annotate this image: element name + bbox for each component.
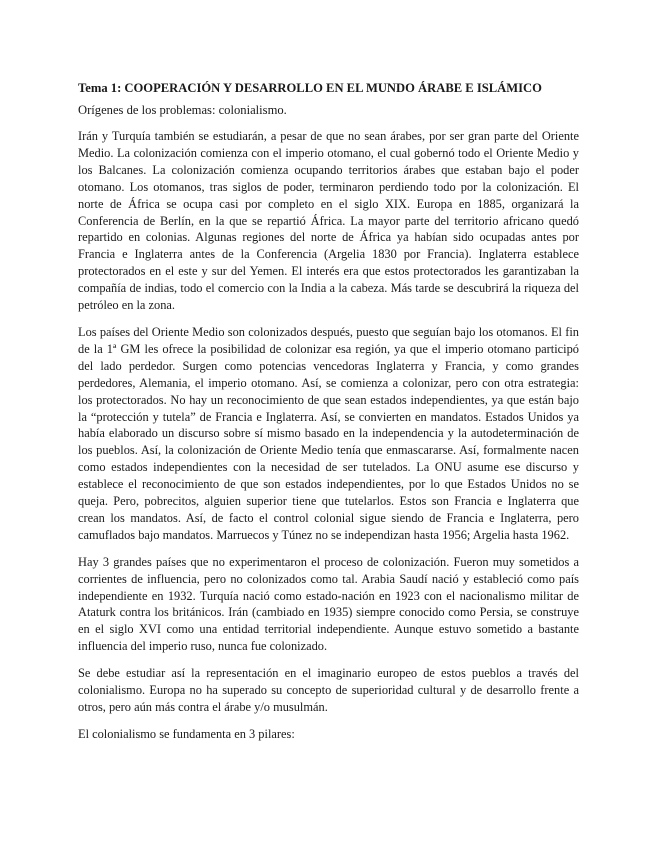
paragraph-uncolonized: Hay 3 grandes países que no experimentaron el proceso de colonización. Fueron muy sometidos a corrientes de influencia, pero no colonizados como tal. Arabia Saudí nació y estableció como país independiente en 1932. Turquía nació como estado-nación en 1923 con el nacionalismo militar de Ataturk contra los británicos. Irán (cambiado en 1935) siempre conocido como Persia, se construye en el siglo XVI como una entidad territorial independiente. Aunque estuvo sometido a bastante influencia del imperio ruso, nunca fue colonizado. [78,554,579,654]
paragraph-middle-east: Los países del Oriente Medio son colonizados después, puesto que seguían bajo los otomanos. El fin de la 1ª GM les ofrece la posibilidad de colonizar esa región, ya que el imperio otomano participó del lado perdedor. Surgen como potencias vencedoras Inglaterra y Francia, y como grandes perdedores, Alemania, el imperio otomano. Así, se comienza a colonizar, pero con otra estrategia: los protectorados. No hay un reconocimiento de que sean estados independientes, ya que están bajo la “protección y tutela” de Francia e Inglaterra. Así, se convierten en mandatos. Estados Unidos ya había elaborado un discurso sobre sí mismo basado en la independencia y la autodeterminación de los pueblos. Así, la colonización de Oriente Medio tenía que enmascararse. Así, formalmente nacen como estados independientes con la necesidad de ser tutelados. La ONU asume ese discurso y establece el reconocimiento de que son estados independientes, por lo que Estados Unidos no se queja. Pero, pobrecitos, alguien superior tiene que tutelarlos. Estos son Francia e Inglaterra que crean los mandatos. Así, de facto el control colonial sigue siendo de Francia e Inglaterra, pero camuflados bajo mandatos. Marruecos y Túnez no se independizan hasta 1956; Argelia hasta 1962. [78,324,579,542]
paragraph-pillars: El colonialismo se fundamenta en 3 pilares: [78,726,295,741]
paragraph-intro: Irán y Turquía también se estudiarán, a pesar de que no sean árabes, por ser gran parte del Oriente Medio. La colonización comienza con el imperio otomano, el cual gobernó todo el Oriente Medio y los Balcanes. La colonización comienza ocupando territorios árabes que estaban bajo el poder otomano. Los otomanos, tras siglos de poder, terminaron perdiendo todo por la colonización. El norte de África se ocupa casi por completo en el siglo XIX. Europa en 1885, organizará la Conferencia de Berlín, en la que se repartió África. La mayor parte del territorio africano quedó repartido en colonias. Algunas regiones del norte de África ya habían sido ocupadas antes por Francia e Inglaterra antes de la Conferencia (Argelia 1830 por Francia). Inglaterra establece protectorados en el este y sur del Yemen. El interés era que estos protectorados les garantizaban la compañía de indias, todo el comercio con la India a la cabeza. Más tarde se descubrirá la riqueza del petróleo en la zona. [78,129,579,313]
paragraph-representation: Se debe estudiar así la representación en el imaginario europeo de estos pueblos a través del colonialismo. Europa no ha superado su concepto de superioridad cultural y de desarrollo frente a otros, pero aún más contra el árabe y/o musulmán. [78,666,579,714]
document-subtitle: Orígenes de los problemas: colonialismo. [78,103,287,117]
document-title: Tema 1: COOPERACIÓN Y DESARROLLO EN EL MUNDO ÁRABE E ISLÁMICO [78,81,542,95]
